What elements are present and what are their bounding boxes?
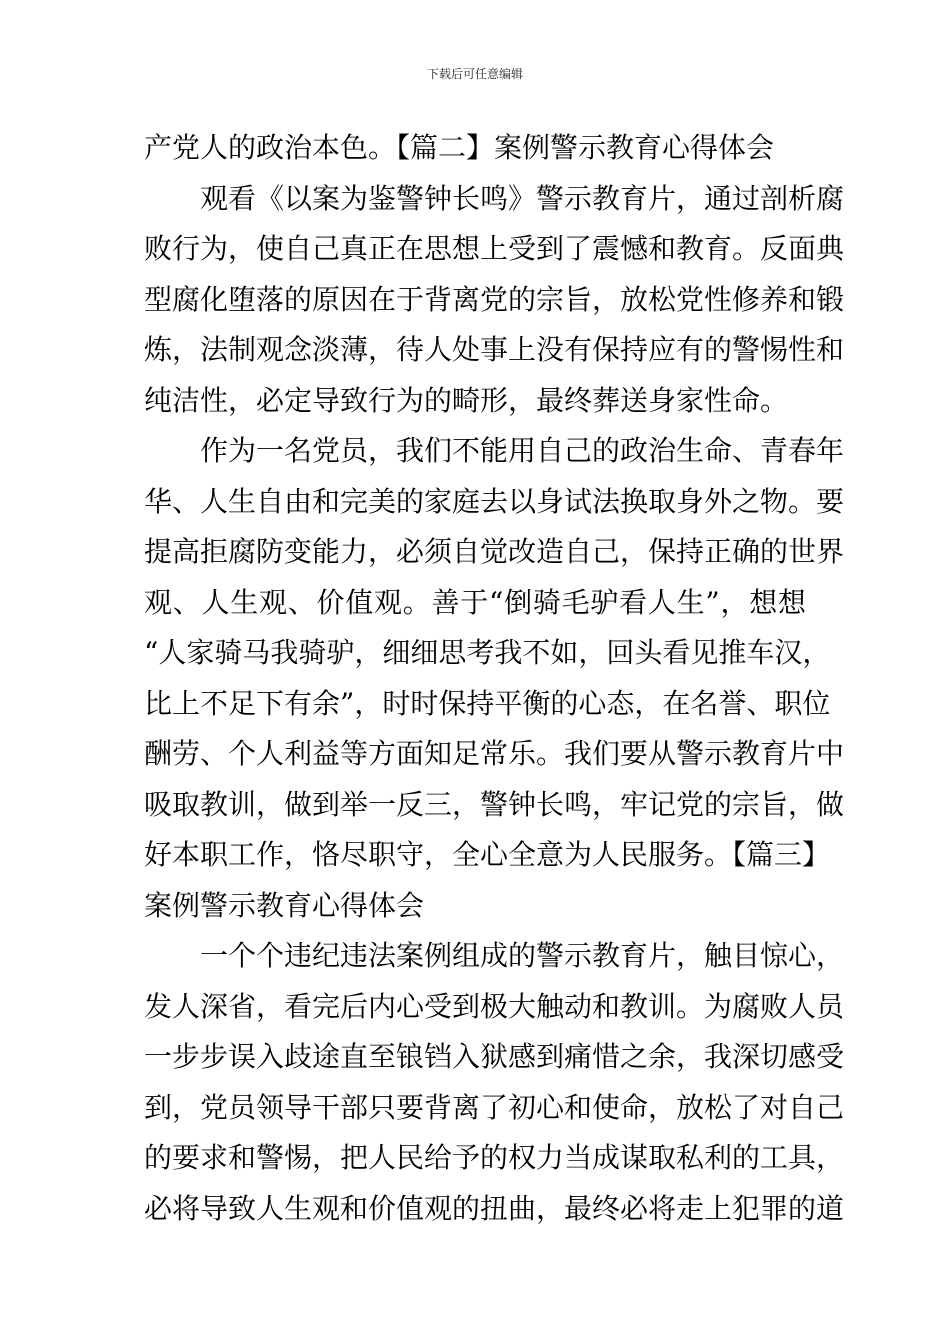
text-line: 案例警示教育心得体会 — [144, 889, 425, 922]
text-line: 观看《以案为鉴警钟长鸣》警示教育片，通过剖析腐 — [200, 182, 845, 215]
text-line: 提高拒腐防变能力，必须自觉改造自己，保持正确的世界 — [144, 535, 845, 568]
text-line: 型腐化堕落的原因在于背离党的宗旨，放松党性修养和锻 — [144, 283, 845, 316]
text-line: 酬劳、个人利益等方面知足常乐。我们要从警示教育片中 — [144, 737, 845, 770]
text-line: 好本职工作，恪尽职守，全心全意为人民服务。【篇三】 — [144, 838, 831, 871]
text-line: 炼，法制观念淡薄，待人处事上没有保持应有的警惕性和 — [144, 333, 845, 366]
text-line: 败行为，使自己真正在思想上受到了震憾和教育。反面典 — [144, 232, 845, 265]
text-line: 的要求和警惕，把人民给予的权力当成谋取私利的工具， — [144, 1141, 845, 1174]
text-line: 必将导致人生观和价值观的扭曲，最终必将走上犯罪的道 — [144, 1192, 845, 1225]
text-line: 产党人的政治本色。【篇二】案例警示教育心得体会 — [144, 131, 775, 164]
text-line: 吸取教训，做到举一反三，警钟长鸣，牢记党的宗旨，做 — [144, 788, 845, 821]
text-line: 比上不足下有余”，时时保持平衡的心态，在名誉、职位 — [144, 687, 831, 720]
text-line: 一个个违纪违法案例组成的警示教育片，触目惊心， — [200, 939, 845, 972]
text-line: 观、人生观、价值观。善于“倒骑毛驴看人生”，想想 — [144, 586, 806, 619]
page-header: 下载后可任意编辑 — [426, 67, 523, 81]
text-line: 到，党员领导干部只要背离了初心和使命，放松了对自己 — [144, 1091, 845, 1124]
text-line: 纯洁性，必定导致行为的畸形，最终葬送身家性命。 — [144, 384, 789, 417]
text-line: “人家骑马我骑驴，细细思考我不如，回头看见推车汉， — [144, 636, 831, 669]
text-line: 华、人生自由和完美的家庭去以身试法换取身外之物。要 — [144, 485, 845, 518]
text-line: 一步步误入歧途直至锒铛入狱感到痛惜之余，我深切感受 — [144, 1040, 845, 1073]
text-line: 发人深省，看完后内心受到极大触动和教训。为腐败人员 — [144, 990, 845, 1023]
text-line: 作为一名党员，我们不能用自己的政治生命、青春年 — [200, 434, 845, 467]
